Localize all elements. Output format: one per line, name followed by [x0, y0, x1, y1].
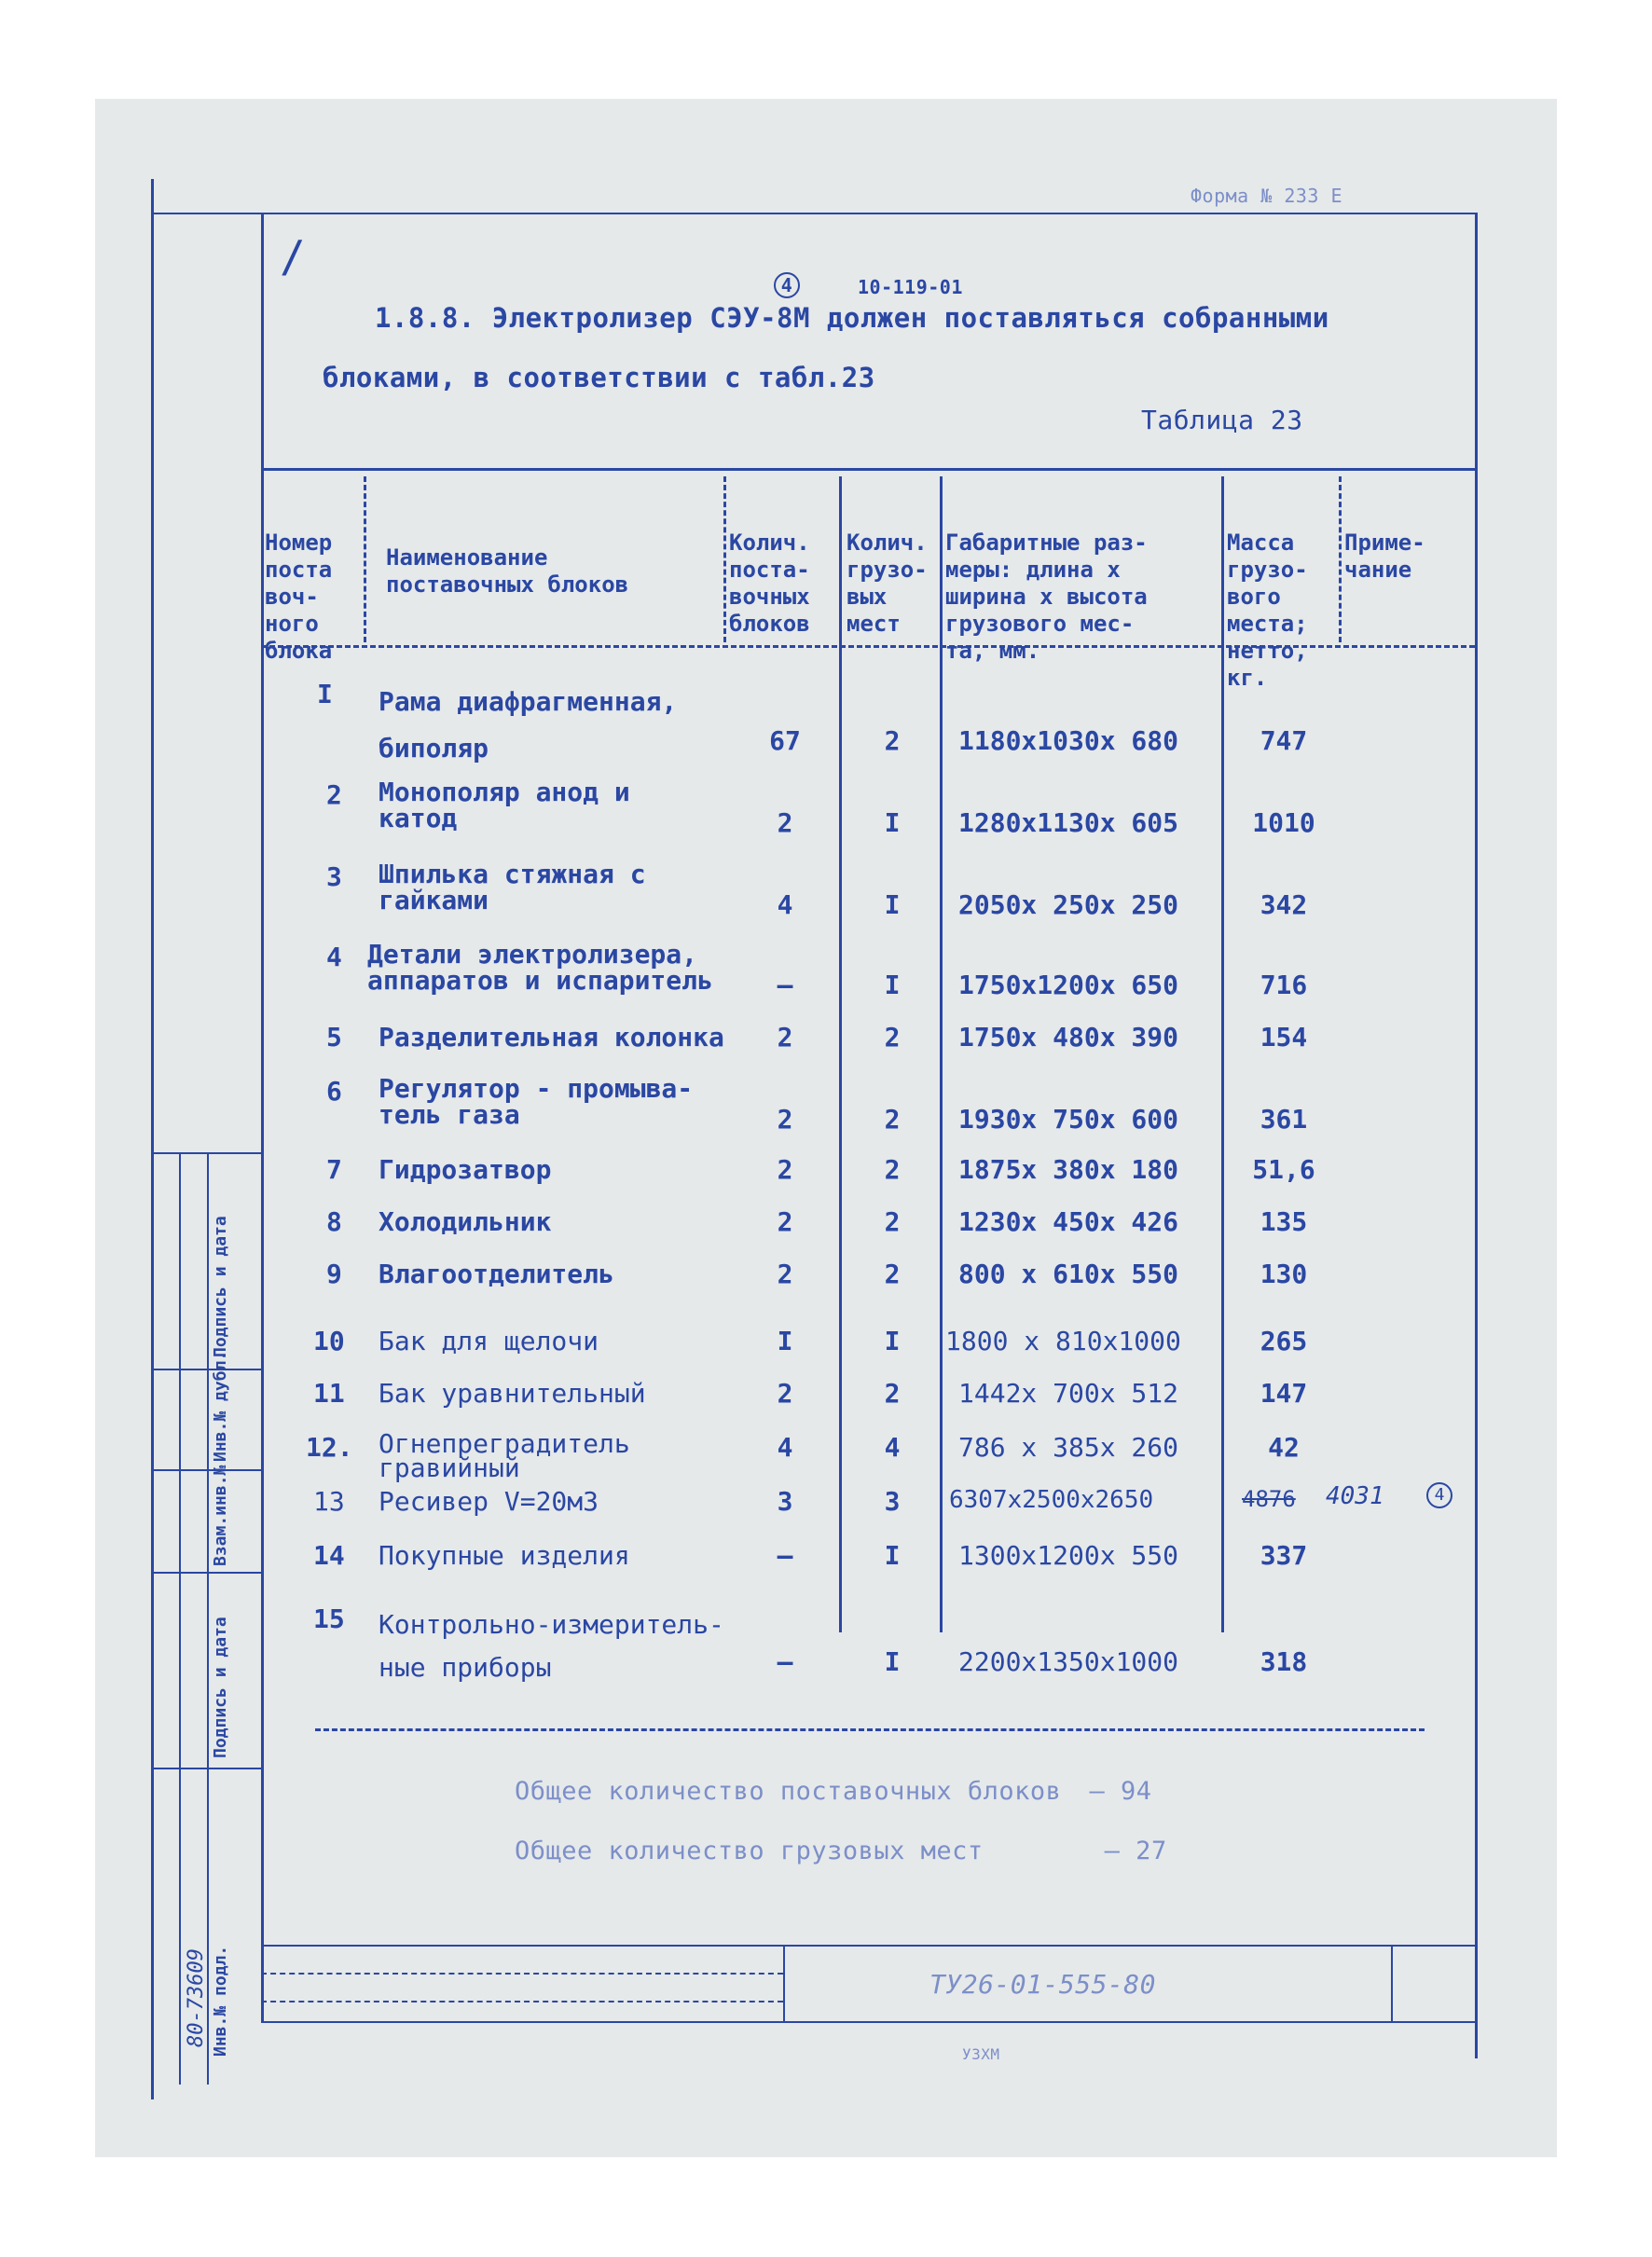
- col-sep-5: [1221, 476, 1224, 1632]
- row-mass: 42: [1268, 1432, 1300, 1463]
- row-qty-blocks: 3: [777, 1486, 793, 1517]
- side-sep-1: [151, 1152, 263, 1154]
- col-header-name: Наименование поставочных блоков: [386, 544, 629, 598]
- row-num: 11: [313, 1378, 345, 1409]
- col-sep-6: [1339, 476, 1342, 642]
- row-name: Контрольно-измеритель- ные приборы: [379, 1609, 724, 1683]
- row-name: Влагоотделитель: [379, 1259, 614, 1289]
- row-name: Монополяр анод и катод: [379, 777, 630, 833]
- row-qty-blocks: –: [777, 1540, 793, 1571]
- title-block-bottom: [261, 2021, 1475, 2023]
- doc-code: ТУ26-01-555-80: [929, 1969, 1157, 2000]
- row-num: 10: [313, 1326, 345, 1356]
- table-title: Таблица 23: [1141, 405, 1303, 435]
- row-mass-mark: 4: [1426, 1482, 1452, 1508]
- title-block-top: [261, 1945, 1475, 1947]
- row-qty-blocks: 2: [777, 1022, 793, 1053]
- row-name: Регулятор - промыва- тель газа: [379, 1073, 694, 1130]
- col-header-dims: Габаритные раз- меры: длина х ширина х высота грузового мес- та, мм.: [945, 530, 1148, 664]
- title-block-line-2: [261, 2001, 783, 2002]
- row-mass: 135: [1260, 1206, 1308, 1237]
- col-sep-1: [364, 476, 366, 642]
- row-num: 6: [326, 1076, 342, 1107]
- row-dims: 1930х 750х 600: [958, 1104, 1179, 1135]
- row-qty-places: I: [884, 970, 901, 1000]
- row-name: Гидрозатвор: [379, 1154, 552, 1185]
- row-qty-places: 4: [884, 1432, 901, 1463]
- col-sep-2: [723, 476, 726, 642]
- row-qty-places: 2: [884, 1022, 901, 1053]
- row-name: Ресивер V=20м3: [379, 1486, 599, 1517]
- document-sheet: [95, 99, 1557, 2157]
- table-bottom-rule: [315, 1728, 1425, 1731]
- total-places: Общее количество грузовых мест – 27: [515, 1837, 1167, 1865]
- row-num: 2: [326, 779, 342, 810]
- side-inv-number: 80-73609: [185, 1948, 208, 2047]
- row-dims: 1750х1200х 650: [958, 970, 1179, 1000]
- side-sep-3: [151, 1469, 263, 1471]
- change-mark-circle: 4: [774, 272, 800, 298]
- row-qty-blocks: 2: [777, 1104, 793, 1135]
- row-num: 4: [326, 942, 342, 972]
- row-qty-blocks: 2: [777, 807, 793, 838]
- row-name: Разделительная колонка: [379, 1022, 724, 1053]
- row-mass: 154: [1260, 1022, 1308, 1053]
- row-qty-blocks: 2: [777, 1154, 793, 1185]
- row-dims: 1180х1030х 680: [958, 725, 1179, 756]
- side-label-dup-inv: Инв.№ дубл.: [211, 1350, 230, 1462]
- row-num: 9: [326, 1259, 342, 1289]
- row-qty-places: 3: [884, 1486, 901, 1517]
- row-num: 5: [326, 1022, 342, 1053]
- side-col-line-2: [207, 1152, 209, 2085]
- col-header-qty-blocks: Колич. поста- вочных блоков: [729, 530, 810, 637]
- side-label-sign-date-2: Подпись и дата: [211, 1617, 230, 1758]
- row-num: 15: [313, 1603, 345, 1634]
- col-sep-3: [839, 476, 842, 1632]
- row-qty-blocks: 2: [777, 1259, 793, 1289]
- row-num: 13: [313, 1486, 345, 1517]
- row-mass: 1010: [1252, 807, 1315, 838]
- row-name: Огнепреградитель гравийный: [379, 1428, 630, 1483]
- row-qty-places: 2: [884, 1104, 901, 1135]
- row-name: Бак уравнительный: [379, 1378, 646, 1409]
- row-name: Шпилька стяжная с гайками: [379, 859, 646, 915]
- row-num: 12.: [306, 1432, 353, 1463]
- row-dims: 1800 х 810х1000: [945, 1326, 1181, 1356]
- row-dims: 800 х 610х 550: [958, 1259, 1179, 1289]
- row-num: I: [317, 679, 333, 709]
- row-qty-blocks: –: [777, 970, 793, 1000]
- frame-outer-left: [151, 179, 154, 2099]
- row-dims: 2050х 250х 250: [958, 889, 1179, 920]
- side-col-line-1: [179, 1152, 181, 2085]
- side-sep-5: [151, 1768, 263, 1769]
- row-dims: 1230х 450х 426: [958, 1206, 1179, 1237]
- row-mass: 747: [1260, 725, 1308, 756]
- col-header-qty-places: Колич. грузо- вых мест: [847, 530, 928, 637]
- title-block-line-1: [261, 1973, 783, 1975]
- side-label-sign-date-1: Подпись и дата: [211, 1216, 230, 1357]
- row-mass: 318: [1260, 1646, 1308, 1677]
- row-qty-blocks: I: [777, 1326, 793, 1356]
- row-mass: 130: [1260, 1259, 1308, 1289]
- row-qty-places: I: [884, 1326, 901, 1356]
- row-num: 14: [313, 1540, 345, 1571]
- row-num: 8: [326, 1206, 342, 1237]
- row-qty-blocks: 2: [777, 1378, 793, 1409]
- page-marker: /: [280, 231, 307, 282]
- row-qty-places: 2: [884, 1154, 901, 1185]
- row-qty-blocks: 4: [777, 1432, 793, 1463]
- row-qty-blocks: 4: [777, 889, 793, 920]
- row-name: Покупные изделия: [379, 1540, 630, 1571]
- title-block-sep-left: [783, 1945, 785, 2021]
- form-label: Форма № 233 Е: [1191, 185, 1343, 207]
- row-qty-places: 2: [884, 1378, 901, 1409]
- row-dims: 1280х1130х 605: [958, 807, 1179, 838]
- row-qty-blocks: 2: [777, 1206, 793, 1237]
- col-sep-4: [940, 476, 943, 1632]
- row-dims: 1750х 480х 390: [958, 1022, 1179, 1053]
- col-header-note: Приме- чание: [1344, 530, 1425, 583]
- col-header-num: Номер поста воч- ного блока: [265, 530, 333, 664]
- row-name: Бак для щелочи: [379, 1326, 599, 1356]
- row-qty-places: 2: [884, 1206, 901, 1237]
- side-sep-4: [151, 1572, 263, 1574]
- row-qty-blocks: –: [777, 1646, 793, 1677]
- row-mass: 265: [1260, 1326, 1308, 1356]
- row-name: Холодильник: [379, 1206, 552, 1237]
- row-dims: 1442х 700х 512: [958, 1378, 1179, 1409]
- row-mass: 361: [1260, 1104, 1308, 1135]
- row-mass: 51,6: [1252, 1154, 1315, 1185]
- side-label-orig-inv: Инв.№ подл.: [211, 1945, 230, 2057]
- frame-right: [1475, 213, 1478, 2058]
- row-name: Рама диафрагменная, биполяр: [379, 686, 678, 764]
- side-label-replace-inv: Взам.инв.№: [211, 1465, 230, 1566]
- row-qty-places: I: [884, 889, 901, 920]
- row-dims: 1875х 380х 180: [958, 1154, 1179, 1185]
- row-name: Детали электролизера, аппаратов и испаритель: [367, 939, 713, 996]
- row-qty-places: I: [884, 1646, 901, 1677]
- row-qty-places: I: [884, 1540, 901, 1571]
- row-dims: 786 х 385х 260: [958, 1432, 1179, 1463]
- change-mark-ref: 10-119-01: [858, 276, 963, 298]
- row-dims: 1300х1200х 550: [958, 1540, 1179, 1571]
- row-qty-places: I: [884, 807, 901, 838]
- row-mass: 716: [1260, 970, 1308, 1000]
- row-qty-places: 2: [884, 1259, 901, 1289]
- row-num: 3: [326, 861, 342, 892]
- row-dims: 2200х1350х1000: [958, 1646, 1179, 1677]
- row-mass: 147: [1260, 1378, 1308, 1409]
- title-block-sep-right: [1391, 1945, 1393, 2021]
- top-rule: [151, 213, 1475, 214]
- row-dims: 6307х2500х2650: [949, 1486, 1154, 1514]
- total-blocks: Общее количество поставочных блоков – 94: [515, 1777, 1152, 1806]
- heading-line-2: блоками, в соответствии с табл.23: [323, 362, 875, 393]
- row-num: 7: [326, 1154, 342, 1185]
- heading-line-1: 1.8.8. Электролизер СЭУ-8М должен поставляться собранными: [375, 302, 1329, 334]
- col-header-mass: Масса грузо- вого места; нетто, кг.: [1227, 530, 1308, 691]
- row-qty-places: 2: [884, 725, 901, 756]
- row-mass: 337: [1260, 1540, 1308, 1571]
- table-top-rule: [261, 468, 1475, 471]
- row-mass: 342: [1260, 889, 1308, 920]
- footer-stamp: УЗХМ: [962, 2045, 1000, 2063]
- row-mass-struck: 4876: [1242, 1486, 1296, 1512]
- side-sep-2: [151, 1369, 263, 1370]
- frame-left: [261, 213, 264, 2021]
- row-mass-correction: 4031: [1326, 1482, 1384, 1510]
- row-qty-blocks: 67: [769, 725, 801, 756]
